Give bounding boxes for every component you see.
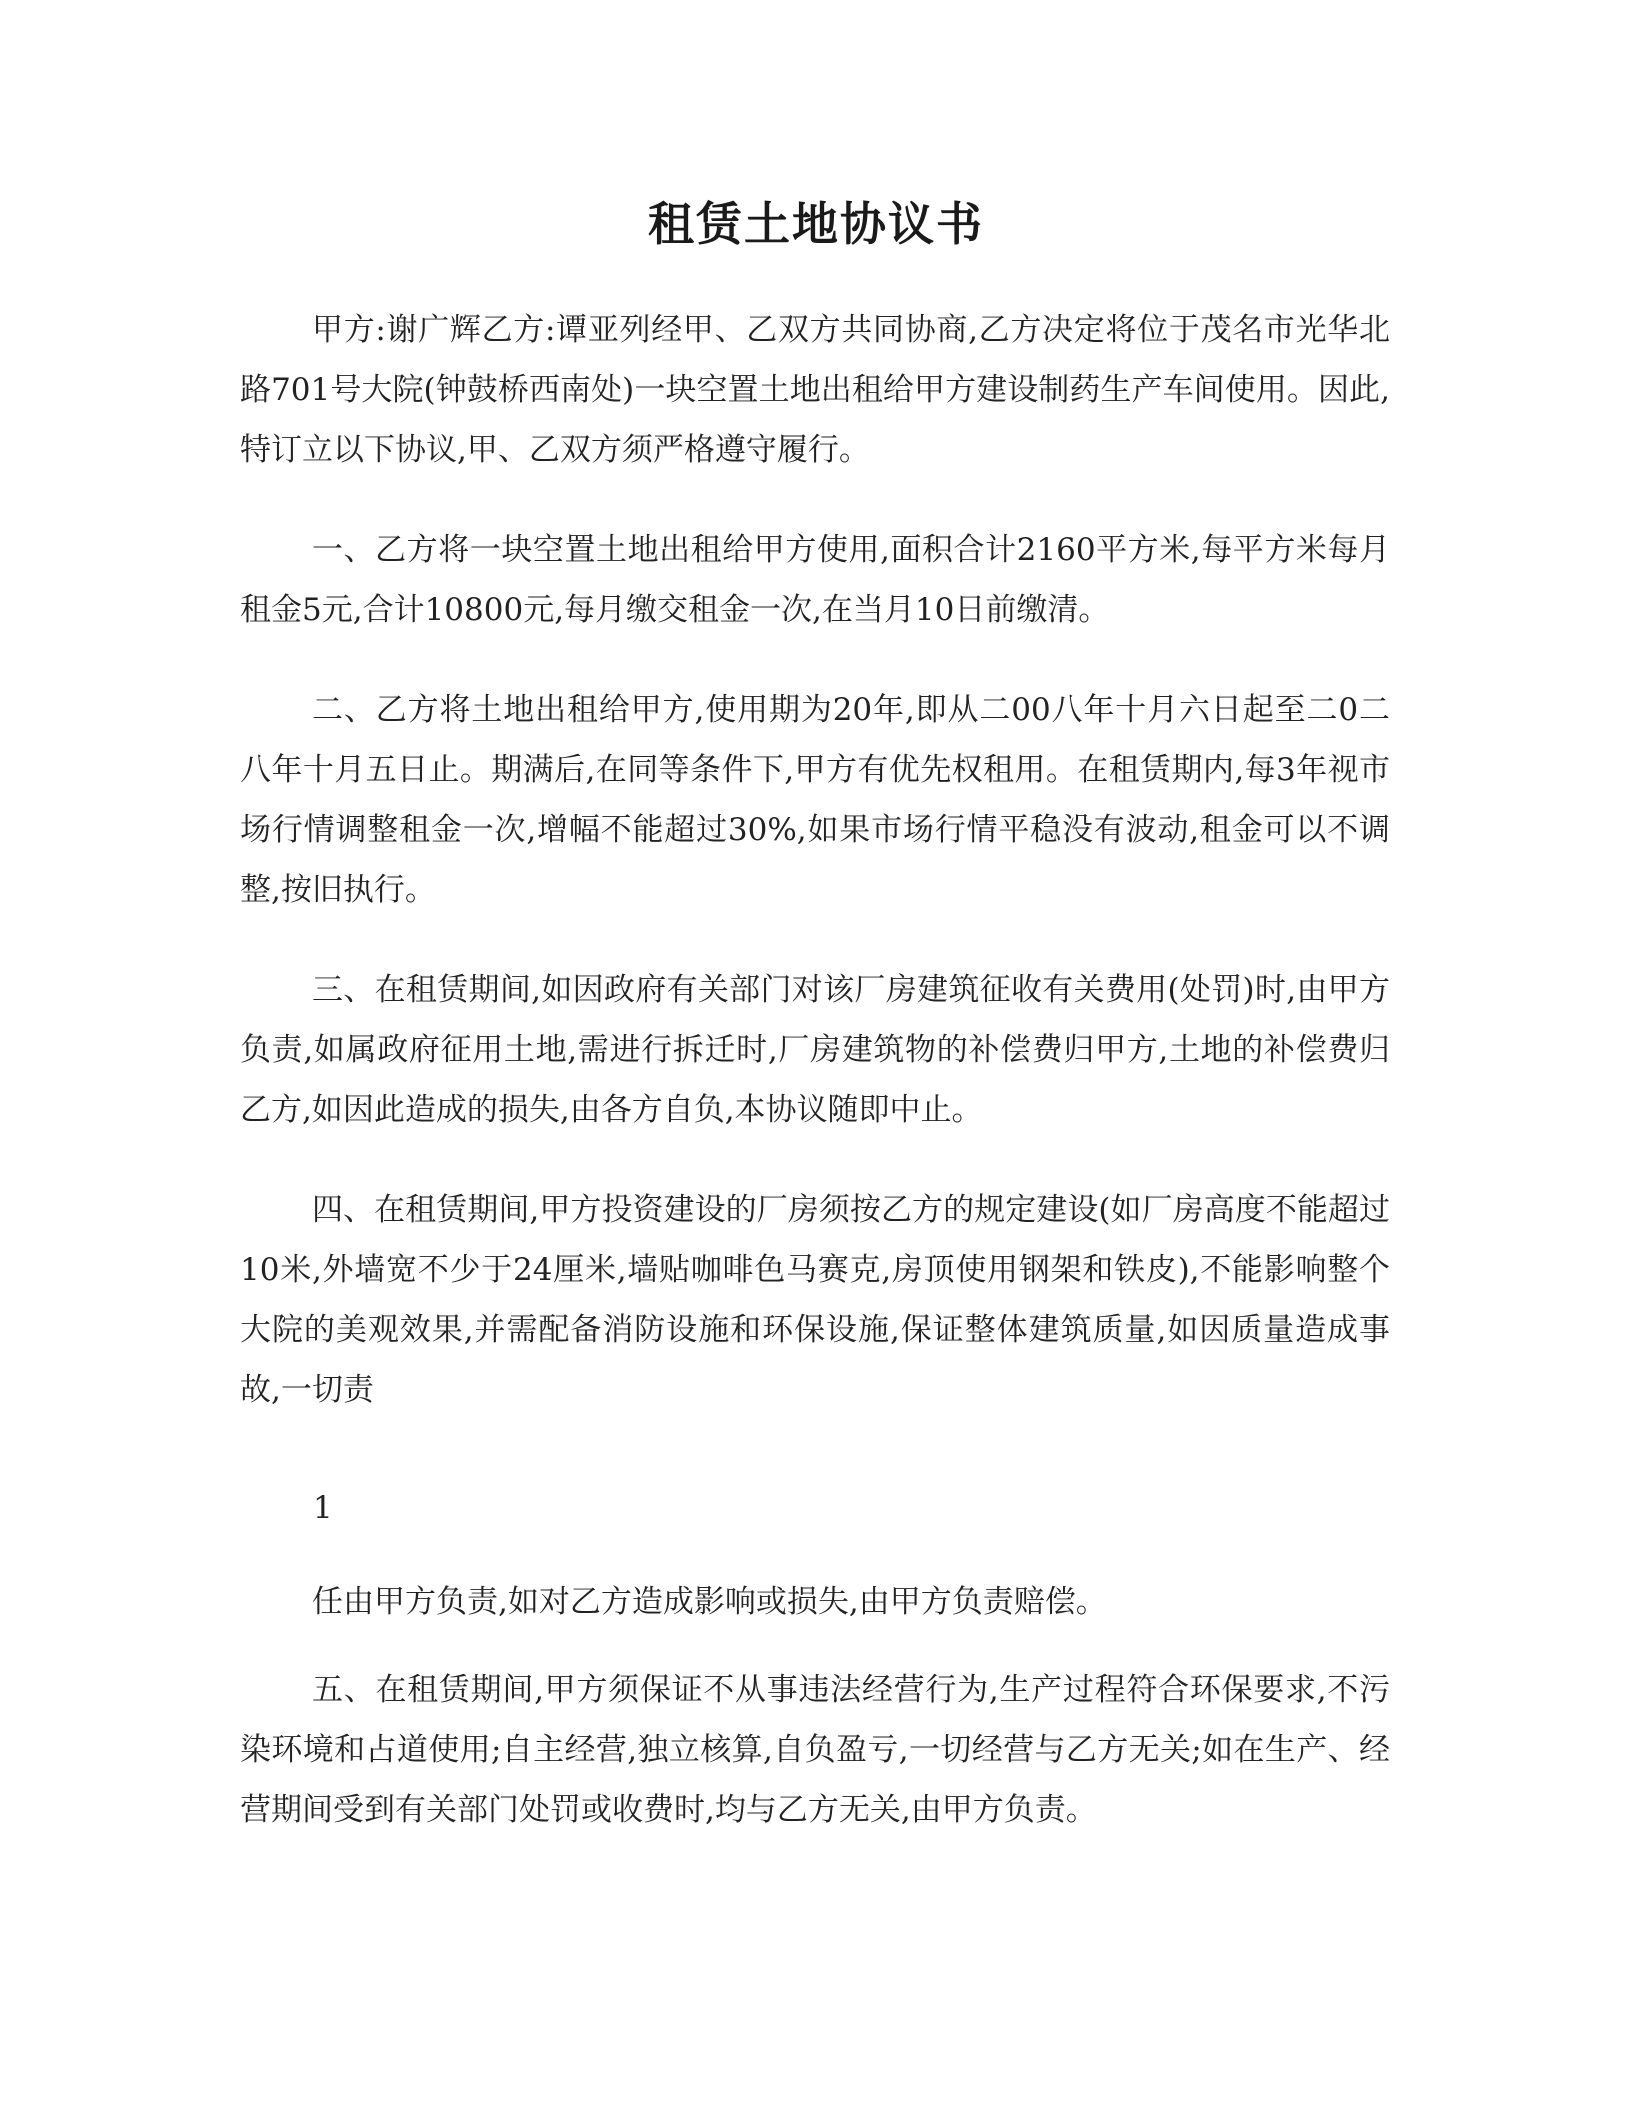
paragraph-clause-1: 一、乙方将一块空置土地出租给甲方使用,面积合计2160平方米,每平方米每月租金5元,合计10800元,每月缴交租金一次,在当月10日前缴清。 xyxy=(240,532,1390,628)
paragraph-parties: 甲方:谢广辉乙方:谭亚列经甲、乙双方共同协商,乙方决定将位于茂名市光华北路701号大院(钟鼓桥西南处)一块空置土地出租给甲方建设制药生产车间使用。因此,特订立以下协议,甲、乙双方须严格遵守履行。 xyxy=(240,312,1390,468)
paragraph-clause-2: 二、乙方将土地出租给甲方,使用期为20年,即从二00八年十月六日起至二0二八年十月五日止。期满后,在同等条件下,甲方有优先权租用。在租赁期内,每3年视市场行情调整租金一次,增幅不能超过30%,如果市场行情平稳没有波动,租金可以不调整,按旧执行。 xyxy=(240,692,1390,908)
paragraph-clause-4: 四、在租赁期间,甲方投资建设的厂房须按乙方的规定建设(如厂房高度不能超过10米,外墙宽不少于24厘米,墙贴咖啡色马赛克,房顶使用钢架和铁皮),不能影响整个大院的美观效果,并需配备消防设施和环保设施,保证整体建筑质量,如因质量造成事故,一切责 xyxy=(240,1192,1390,1408)
paragraph-clause-5: 五、在租赁期间,甲方须保证不从事违法经营行为,生产过程符合环保要求,不污染环境和占道使用;自主经营,独立核算,自负盈亏,一切经营与乙方无关;如在生产、经营期间受到有关部门处罚或收费时,均与乙方无关,由甲方负责。 xyxy=(240,1672,1390,1828)
paragraph-clause-3: 三、在租赁期间,如因政府有关部门对该厂房建筑征收有关费用(处罚)时,由甲方负责,如属政府征用土地,需进行拆迁时,厂房建筑物的补偿费归甲方,土地的补偿费归乙方,如因此造成的损失,由各方自负,本协议随即中止。 xyxy=(240,972,1390,1128)
page-number: 1 xyxy=(313,1490,333,1526)
document-title: 租赁土地协议书 xyxy=(648,197,984,251)
paragraph-clause-4-continued: 任由甲方负责,如对乙方造成影响或损失,由甲方负责赔偿。 xyxy=(312,1584,1107,1620)
